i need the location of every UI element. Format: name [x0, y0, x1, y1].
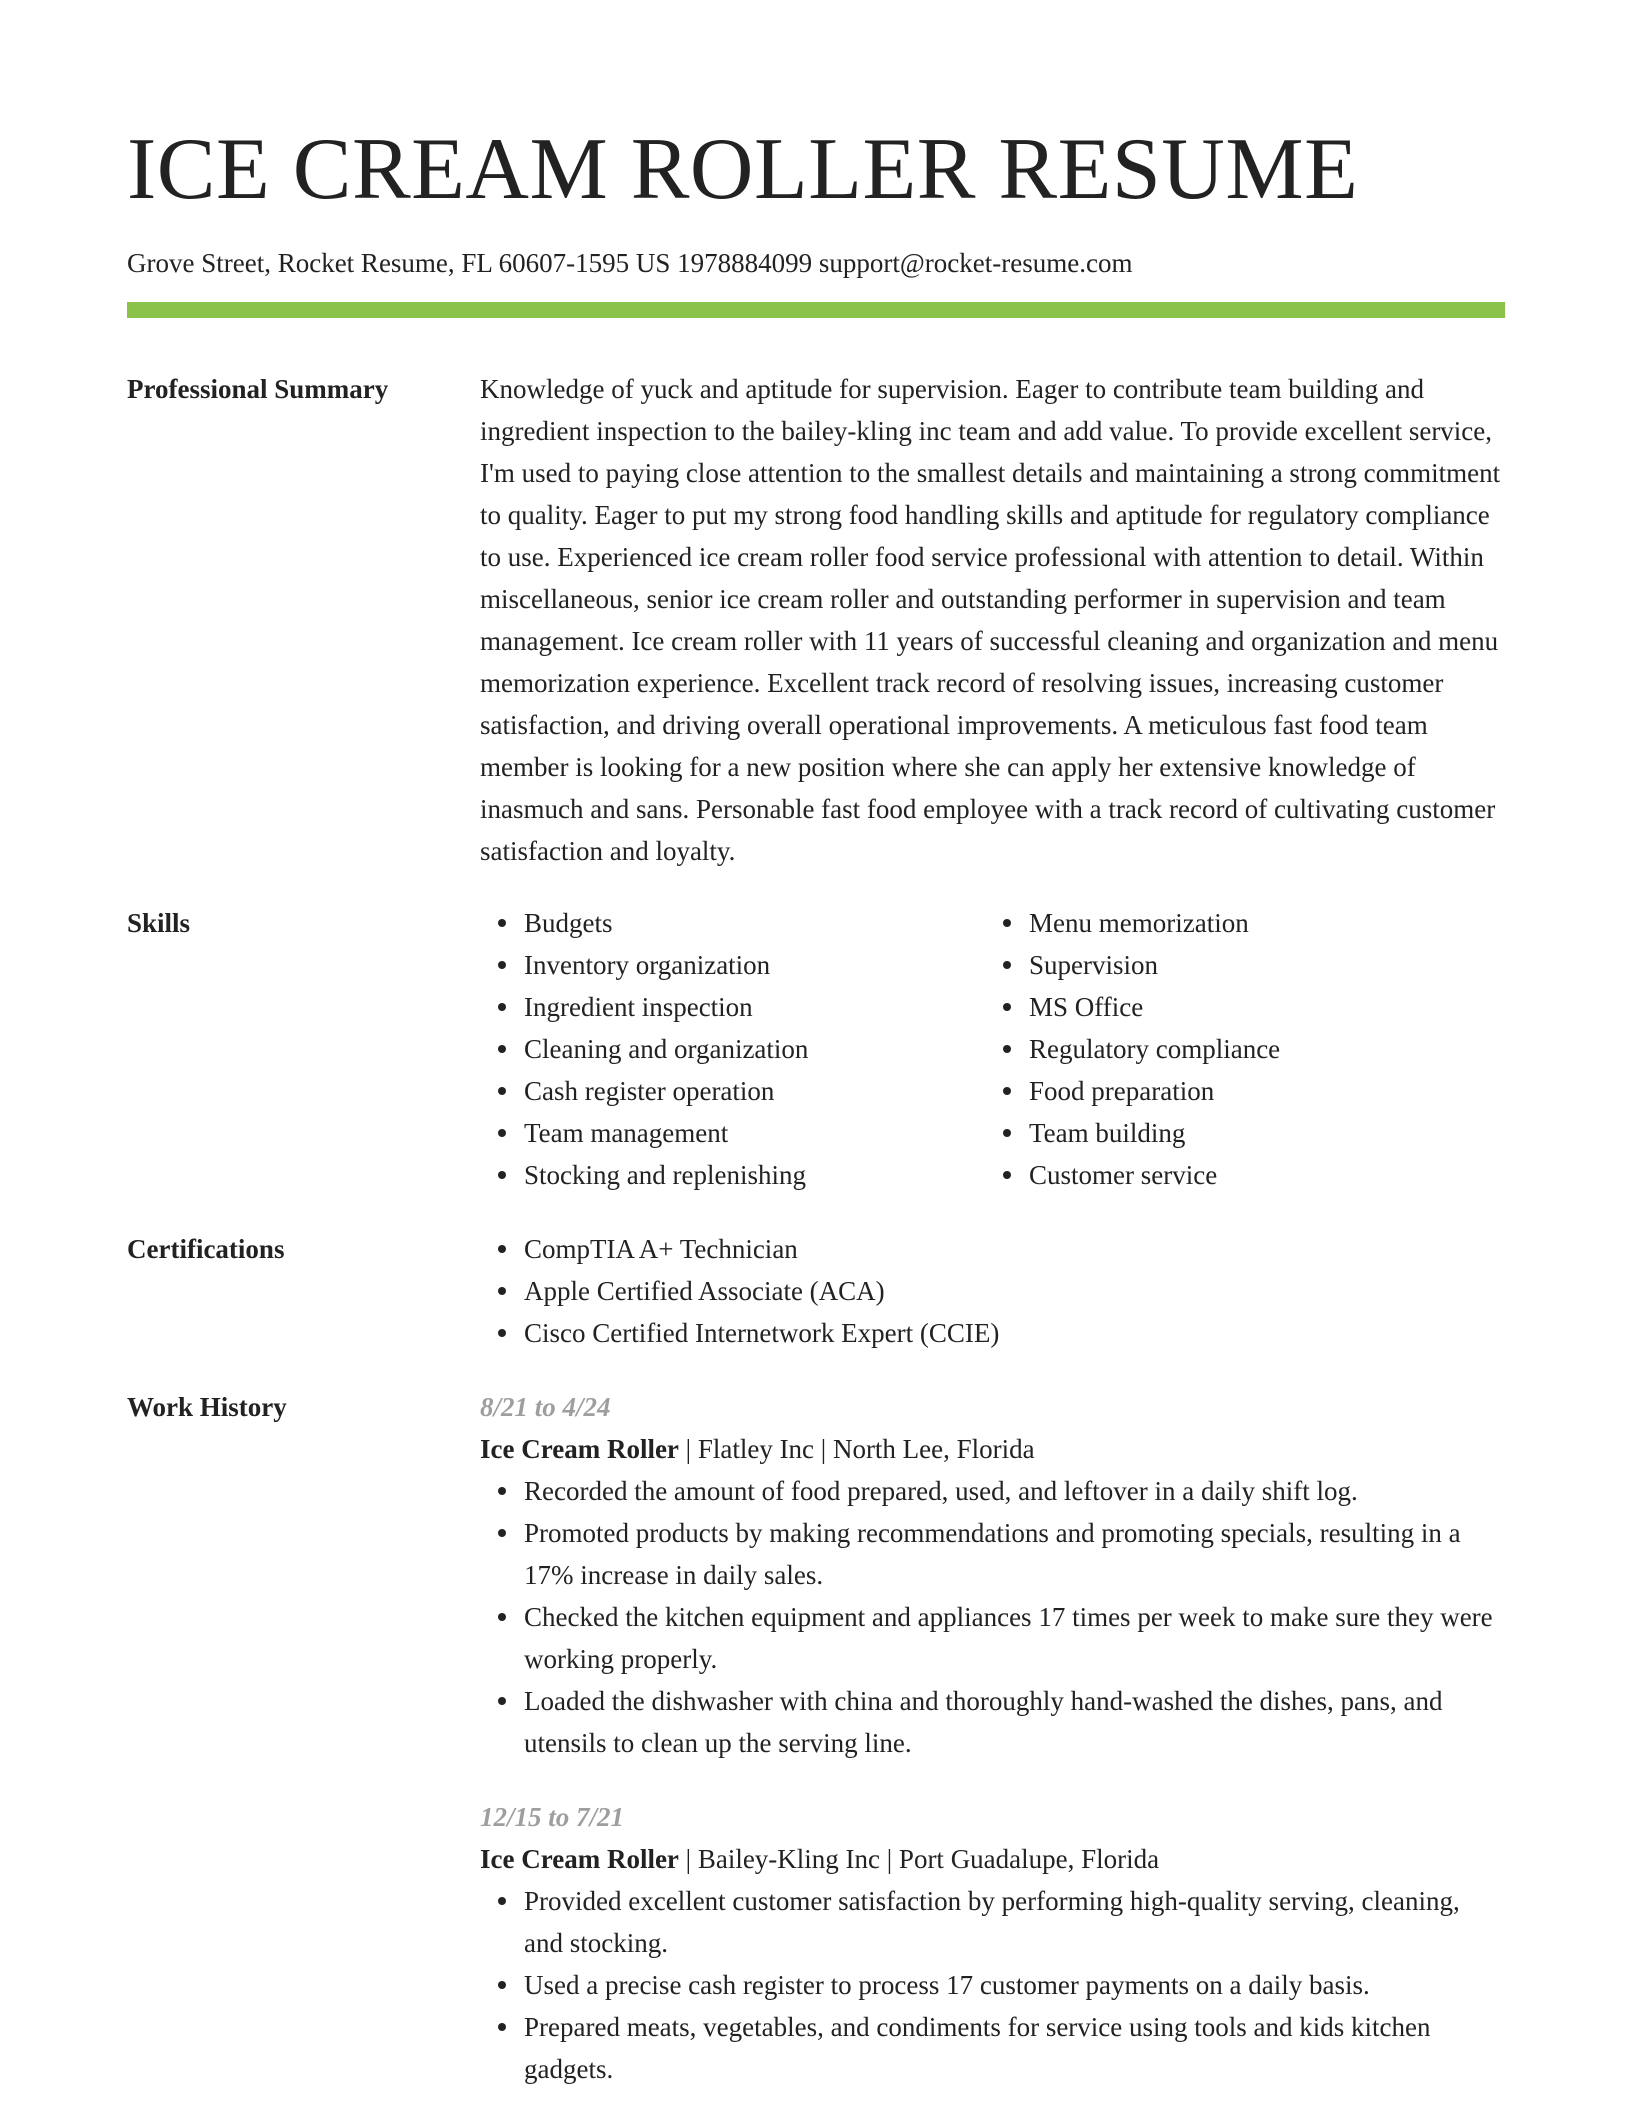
summary-text: Knowledge of yuck and aptitude for supervision. Eager to contribute team building and ingredient inspection to the bailey-kling inc team and add value. To provide excellent service, I'm used to paying close attention to the smallest details and maintaining a strong commitment to quality. Eager to put my strong food handling skills and aptitude for regulatory compliance to use. Experienced ice cream roller food service professional with attention to detail. Within miscellaneous, senior ice cream roller and outstanding performer in supervision and team management. Ice cream roller with 11 years of successful cleaning and organization and menu memorization experience. Excellent track record of resolving issues, increasing customer satisfaction, and driving overall operational improvements. A meticulous fast food team member is looking for a new position where she can apply her extensive knowledge of inasmuch and sans. Personable fast food employee with a track record of cultivating customer satisfaction and loyalty. — [480, 374, 1501, 866]
section-label-certifications: Certifications — [127, 1234, 285, 1264]
professional-summary-section — [127, 368, 1505, 872]
certification-item: Cisco Certified Internetwork Expert (CCIE) — [524, 1312, 1505, 1354]
job-title: Ice Cream Roller — [480, 1844, 679, 1874]
job-duty: Recorded the amount of food prepared, used, and leftover in a daily shift log. — [524, 1470, 1505, 1512]
skills-list-left — [480, 902, 985, 1196]
skills-column-left — [480, 902, 985, 1196]
work-history-body — [480, 1386, 1505, 2090]
skills-column-right — [985, 902, 1490, 1196]
skill-item: Cash register operation — [524, 1070, 985, 1112]
job-duty: Prepared meats, vegetables, and condiments for service using tools and kids kitchen gadgets. — [524, 2006, 1505, 2090]
skill-item: Team management — [524, 1112, 985, 1154]
certifications-list — [480, 1228, 1505, 1354]
job-duties-list — [480, 1470, 1505, 1764]
work-history-section — [127, 1386, 1505, 2090]
accent-divider — [127, 302, 1505, 318]
skill-item: Food preparation — [1029, 1070, 1490, 1112]
section-label-summary: Professional Summary — [127, 374, 389, 404]
job-duties-list — [480, 1880, 1505, 2090]
job-dates: 8/21 to 4/24 — [480, 1392, 611, 1422]
certifications-section — [127, 1228, 1505, 1354]
skill-item: Budgets — [524, 902, 985, 944]
skill-item: MS Office — [1029, 986, 1490, 1028]
job-entry — [480, 1386, 1505, 1764]
skill-item: Ingredient inspection — [524, 986, 985, 1028]
job-entry — [480, 1796, 1505, 2090]
job-employer-location: | Bailey-Kling Inc | Port Guadalupe, Florida — [678, 1844, 1160, 1874]
certification-item: CompTIA A+ Technician — [524, 1228, 1505, 1270]
job-duty: Promoted products by making recommendations and promoting specials, resulting in a 17% increase in daily sales. — [524, 1512, 1505, 1596]
job-duty: Loaded the dishwasher with china and thoroughly hand-washed the dishes, pans, and utensils to clean up the serving line. — [524, 1680, 1505, 1764]
skill-item: Stocking and replenishing — [524, 1154, 985, 1196]
job-employer-location: | Flatley Inc | North Lee, Florida — [678, 1434, 1035, 1464]
certification-item: Apple Certified Associate (ACA) — [524, 1270, 1505, 1312]
job-dates: 12/15 to 7/21 — [480, 1802, 625, 1832]
job-duty: Checked the kitchen equipment and appliances 17 times per week to make sure they were working properly. — [524, 1596, 1505, 1680]
job-title: Ice Cream Roller — [480, 1434, 679, 1464]
job-duty: Provided excellent customer satisfaction by performing high-quality serving, cleaning, and stocking. — [524, 1880, 1505, 1964]
skill-item: Customer service — [1029, 1154, 1490, 1196]
section-label-skills: Skills — [127, 908, 191, 938]
skills-columns — [480, 902, 1505, 1196]
skill-item: Inventory organization — [524, 944, 985, 986]
resume-title: ICE CREAM ROLLER RESUME — [127, 121, 1359, 218]
skill-item: Team building — [1029, 1112, 1490, 1154]
skill-item: Cleaning and organization — [524, 1028, 985, 1070]
job-heading — [480, 1428, 1505, 1470]
skills-section — [127, 902, 1505, 1196]
skills-list-right — [985, 902, 1490, 1196]
contact-info: Grove Street, Rocket Resume, FL 60607-1595 US 1978884099 support@rocket-resume.com — [127, 248, 1133, 278]
skill-item: Supervision — [1029, 944, 1490, 986]
skill-item: Regulatory compliance — [1029, 1028, 1490, 1070]
job-duty: Used a precise cash register to process 17 customer payments on a daily basis. — [524, 1964, 1505, 2006]
job-heading — [480, 1838, 1505, 1880]
certifications-body — [480, 1228, 1505, 1354]
section-label-work-history: Work History — [127, 1392, 287, 1422]
skill-item: Menu memorization — [1029, 902, 1490, 944]
